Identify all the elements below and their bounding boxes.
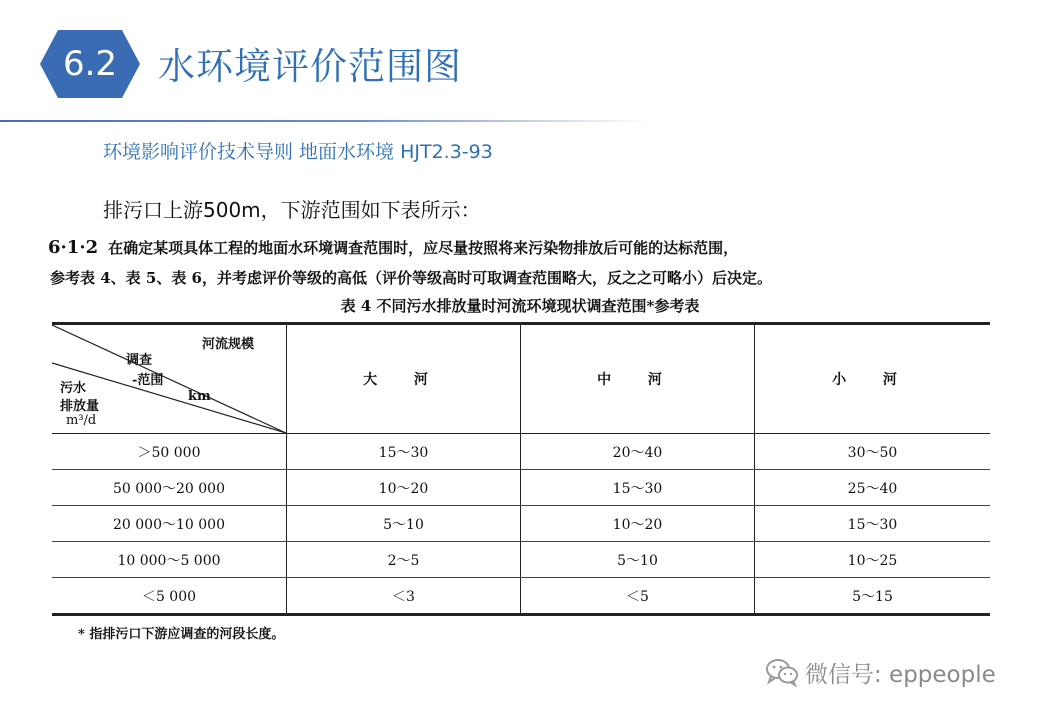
diag-survey: 调查 [126, 353, 153, 368]
medium-river-cell: 10～20 [521, 506, 755, 542]
clause-text [48, 233, 998, 293]
table-footnote: * 指排污口下游应调查的河段长度。 [78, 627, 285, 642]
medium-river-cell: 5～10 [521, 542, 755, 578]
title-divider [0, 120, 650, 122]
table-row [52, 434, 990, 470]
large-river-cell: 15～30 [287, 434, 521, 470]
standard-subtitle: 环境影响评价技术导则 地面水环境 HJT2.3-93 [103, 141, 493, 163]
discharge-cell: ＞50 000 [52, 434, 287, 470]
large-river-cell: 5～10 [287, 506, 521, 542]
small-river-cell: 15～30 [755, 506, 991, 542]
discharge-cell: 10 000～5 000 [52, 542, 287, 578]
small-river-cell: 10～25 [755, 542, 991, 578]
wechat-icon [765, 657, 799, 687]
medium-river-cell: 15～30 [521, 470, 755, 506]
survey-range-table [52, 322, 990, 616]
table-caption: 表 4 不同污水排放量时河流环境现状调查范围*参考表 [340, 297, 700, 315]
col-large-river: 大 河 [287, 324, 521, 434]
small-river-cell: 25～40 [755, 470, 991, 506]
table-row [52, 542, 990, 578]
clause-number: 6·1·2 [48, 237, 99, 258]
discharge-cell: 20 000～10 000 [52, 506, 287, 542]
large-river-cell: 10～20 [287, 470, 521, 506]
diag-km: km [188, 389, 211, 404]
section-badge [40, 30, 140, 98]
small-river-cell: 5～15 [755, 578, 991, 615]
table-row [52, 470, 990, 506]
diag-river-scale: 河流规模 [202, 337, 255, 352]
col-small-river: 小 河 [755, 324, 991, 434]
medium-river-cell: 20～40 [521, 434, 755, 470]
diag-discharge: 排放量 [60, 399, 100, 414]
diag-range: -范围 [132, 373, 164, 388]
diag-sewage: 污水 [60, 381, 87, 396]
clause-line-2: 参考表 4、表 5、表 6，并考虑评价等级的高低（评价等级高时可取调查范围略大，反之之可略小）后决定。 [50, 269, 772, 287]
large-river-cell: ＜3 [287, 578, 521, 615]
diag-unit: m³/d [66, 413, 97, 428]
intro-text: 排污口上游500m，下游范围如下表所示： [103, 198, 481, 222]
table-header-row [52, 324, 990, 434]
discharge-cell: ＜5 000 [52, 578, 287, 615]
diagonal-header-cell [52, 324, 287, 434]
table-row [52, 506, 990, 542]
small-river-cell: 30～50 [755, 434, 991, 470]
clause-line-1: 在确定某项具体工程的地面水环境调查范围时，应尽量按照将来污染物排放后可能的达标范围， [108, 239, 739, 257]
col-medium-river: 中 河 [521, 324, 755, 434]
wechat-watermark [765, 656, 996, 688]
medium-river-cell: ＜5 [521, 578, 755, 615]
large-river-cell: 2～5 [287, 542, 521, 578]
table-row [52, 578, 990, 615]
section-number: 6.2 [62, 44, 118, 84]
discharge-cell: 50 000～20 000 [52, 470, 287, 506]
watermark-text: 微信号: eppeople [805, 661, 996, 688]
page-title: 水环境评价范围图 [158, 45, 462, 88]
